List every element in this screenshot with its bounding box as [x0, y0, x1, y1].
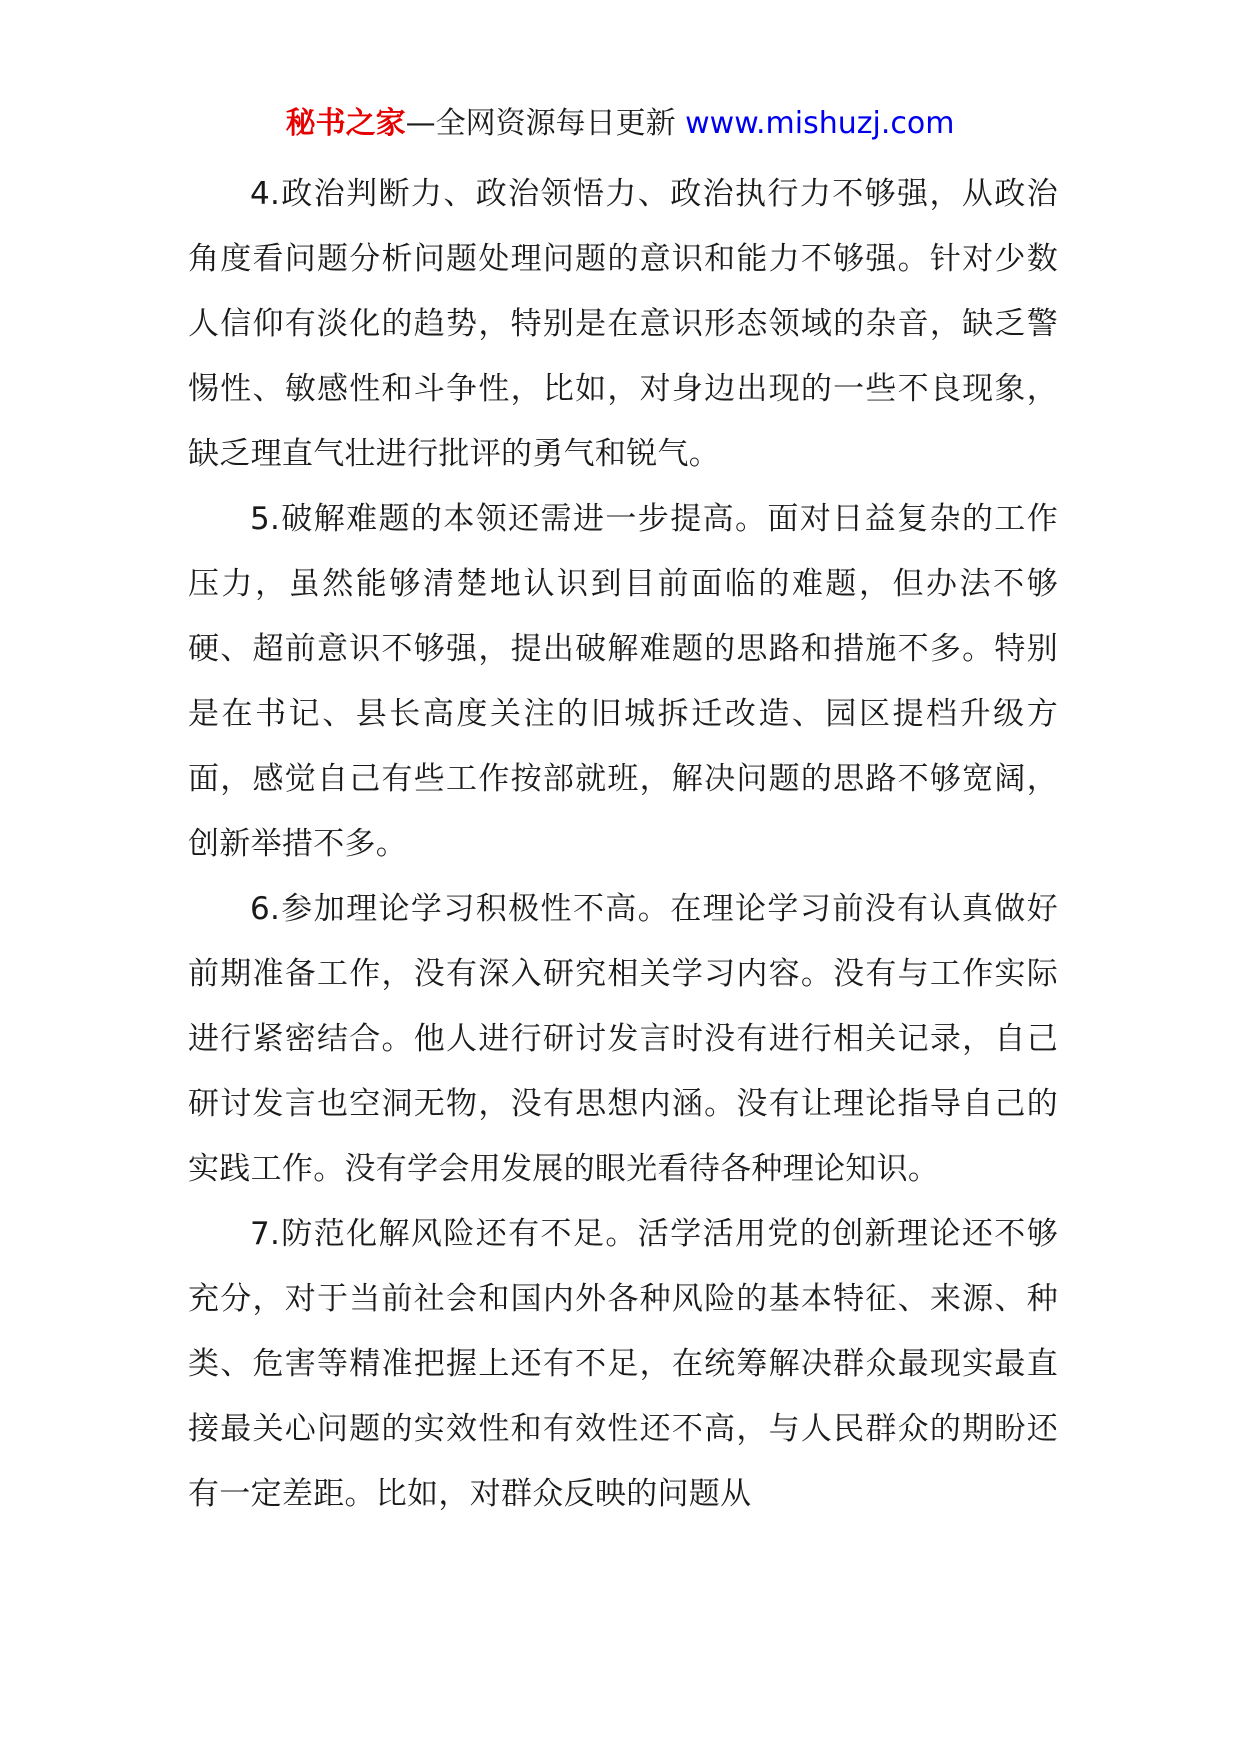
brand-name: 秘书之家: [285, 106, 406, 141]
header-slogan: —全网资源每日更新: [405, 106, 676, 141]
website-link[interactable]: www.mishuzj.com: [685, 106, 955, 141]
page-header: [0, 100, 1240, 148]
paragraph-4: 4.政治判断力、政治领悟力、政治执行力不够强，从政治角度看问题分析问题处理问题的意识和能力不够强。针对少数人信仰有淡化的趋势，特别是在意识形态领域的杂音，缺乏警惕性、敏感性和斗争性，比如，对身边出现的一些不良现象，缺乏理直气壮进行批评的勇气和锐气。: [188, 176, 1058, 472]
paragraph-5: 5.破解难题的本领还需进一步提高。面对日益复杂的工作压力，虽然能够清楚地认识到目前面临的难题，但办法不够硬、超前意识不够强，提出破解难题的思路和措施不多。特别是在书记、县长高度关注的旧城拆迁改造、园区提档升级方面，感觉自己有些工作按部就班，解决问题的思路不够宽阔，创新举措不多。: [188, 501, 1058, 862]
paragraph-7: 7.防范化解风险还有不足。活学活用党的创新理论还不够充分，对于当前社会和国内外各种风险的基本特征、来源、种类、危害等精准把握上还有不足，在统筹解决群众最现实最直接最关心问题的实效性和有效性还不高，与人民群众的期盼还有一定差距。比如，对群众反映的问题从: [188, 1216, 1058, 1512]
document-body: [188, 162, 1058, 1527]
paragraph-6: 6.参加理论学习积极性不高。在理论学习前没有认真做好前期准备工作，没有深入研究相关学习内容。没有与工作实际进行紧密结合。他人进行研讨发言时没有进行相关记录，自己研讨发言也空洞无物，没有思想内涵。没有让理论指导自己的实践工作。没有学会用发展的眼光看待各种理论知识。: [188, 891, 1058, 1187]
